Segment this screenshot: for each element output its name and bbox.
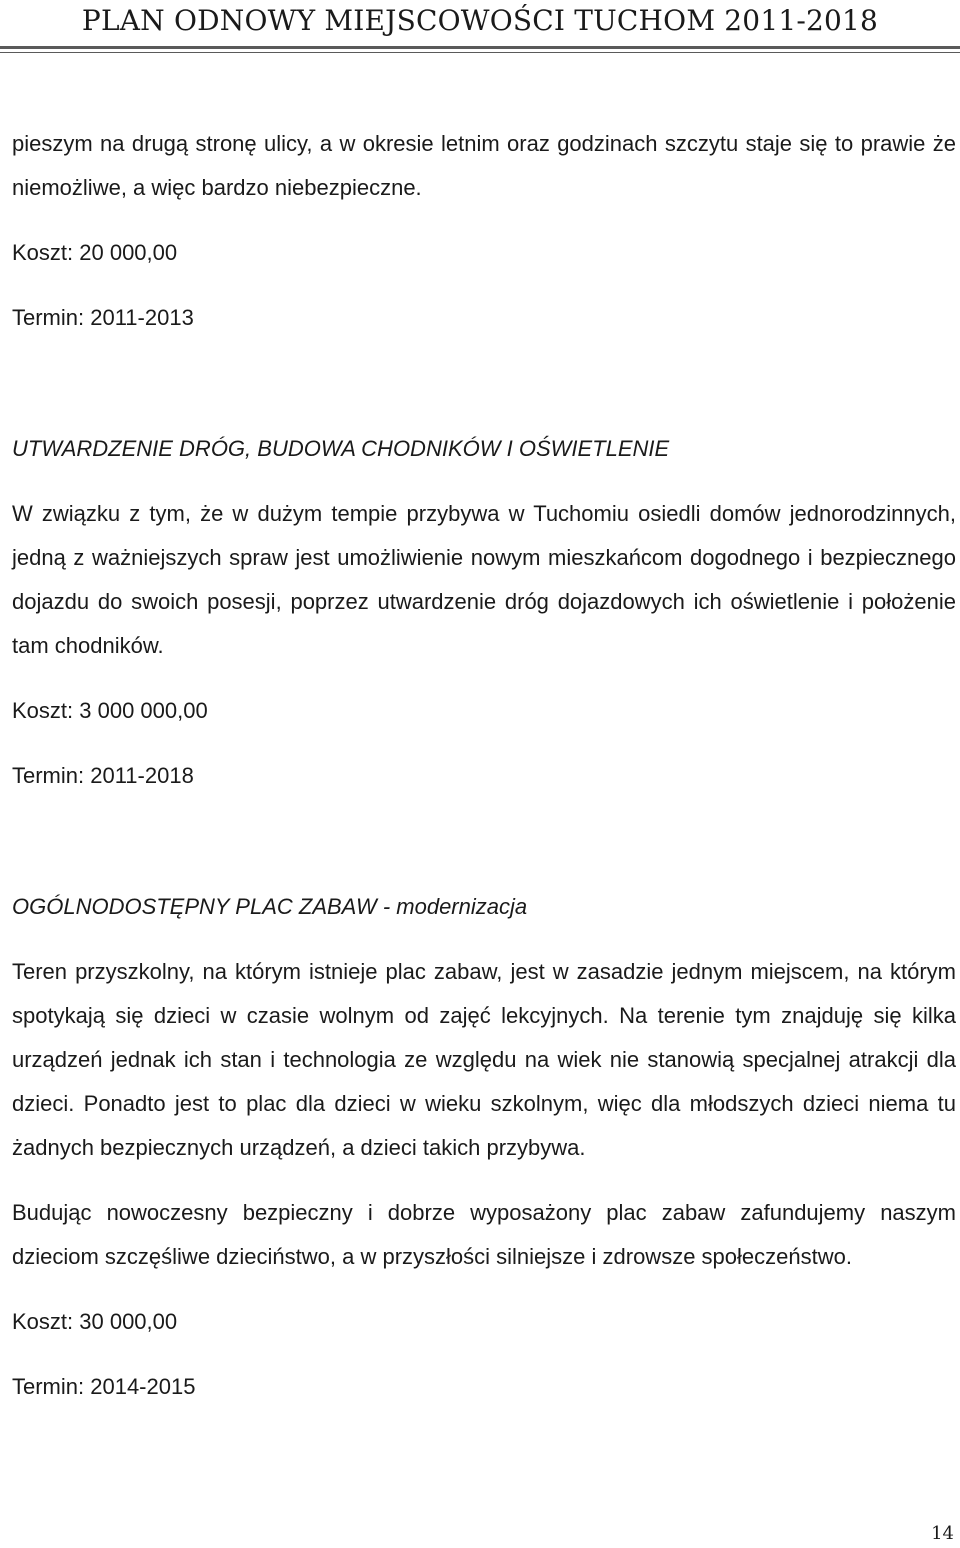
- section-3-body-2: Budując nowoczesny bezpieczny i dobrze wyposażony plac zabaw zafundujemy naszym dzieciom szczęśliwe dzieciństwo, a w przyszłości silniejsze i zdrowsze społeczeństwo.: [12, 1200, 956, 1269]
- section-1-cost: Koszt: 20 000,00: [12, 240, 178, 265]
- section-2-heading: UTWARDZENIE DRÓG, BUDOWA CHODNIKÓW I OŚWIETLENIE: [12, 436, 670, 461]
- page-number: 14: [931, 1523, 954, 1544]
- running-header: PLAN ODNOWY MIEJSCOWOŚCI TUCHOM 2011-2018: [81, 4, 879, 37]
- section-1-body: pieszym na drugą stronę ulicy, a w okresie letnim oraz godzinach szczytu staje się to prawie że niemożliwe, a więc bardzo niebezpieczne.: [12, 131, 956, 200]
- section-2-body: W związku z tym, że w dużym tempie przybywa w Tuchomiu osiedli domów jednorodzinnych, jedną z ważniejszych spraw jest umożliwienie nowym mieszkańcom dogodnego i bezpiecznego dojazdu do swoich posesji, poprzez utwardzenie dróg dojazdowych ich oświetlenie i położenie tam chodników.: [12, 501, 956, 658]
- header-rule-thin: [0, 52, 960, 53]
- header-rule-thick: [0, 46, 960, 49]
- section-3-cost: Koszt: 30 000,00: [12, 1309, 178, 1334]
- page-content: [12, 122, 956, 1409]
- section-3-body: Teren przyszkolny, na którym istnieje plac zabaw, jest w zasadzie jednym miejscem, na którym spotykają się dzieci w czasie wolnym od zajęć lekcyjnych. Na terenie tym znajduję się kilka urządzeń jednak ich stan i technologia ze względu na wiek nie stanowią specjalnej atrakcji dla dzieci. Ponadto jest to plac dla dzieci w wieku szkolnym, więc dla młodszych dzieci niema tu żadnych bezpiecznych urządzeń, a dzieci takich przybywa.: [12, 959, 956, 1160]
- section-2-term: Termin: 2011-2018: [12, 763, 194, 788]
- section-3-term: Termin: 2014-2015: [12, 1374, 196, 1399]
- section-1-term: Termin: 2011-2013: [12, 305, 194, 330]
- section-2-cost: Koszt: 3 000 000,00: [12, 698, 208, 723]
- section-3-heading: OGÓLNODOSTĘPNY PLAC ZABAW - modernizacja: [12, 894, 528, 919]
